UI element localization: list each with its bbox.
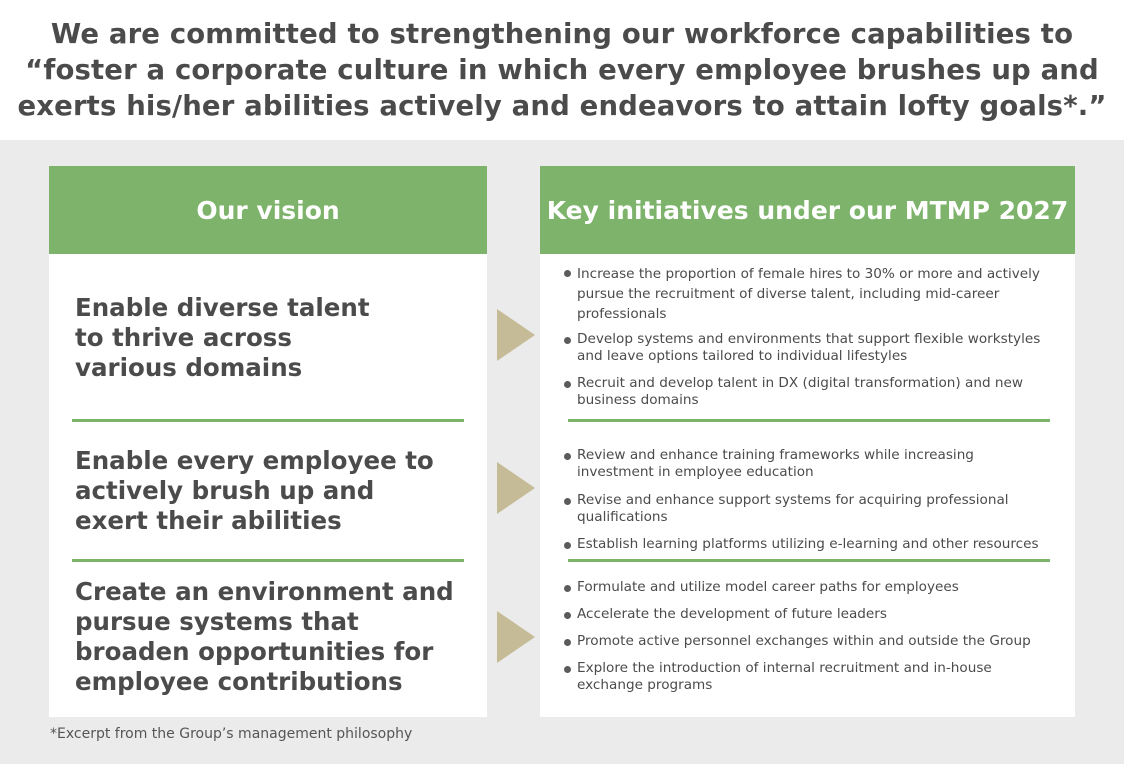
initiative-divider (568, 559, 1050, 562)
headline (0, 0, 1124, 140)
bullet-dot-icon (564, 498, 571, 505)
vision-line: exert their abilities (75, 506, 342, 535)
initiative-divider (568, 419, 1050, 422)
list-item (563, 606, 1053, 623)
vision-divider (72, 419, 464, 422)
bullet-dot-icon (564, 270, 571, 277)
initiative-text: Recruit and develop talent in DX (digital transformation) and new business domains (577, 375, 1024, 408)
bullet-dot-icon (564, 612, 571, 619)
initiative-group-2 (563, 447, 1053, 553)
initiative-text: Develop systems and environments that support flexible workstyles and leave options tailored to individual lifestyles (577, 331, 1041, 364)
vision-item-3 (75, 577, 454, 697)
initiative-text: Increase the proportion of female hires to 30% or more and actively pursue the recruitment of diverse talent, including mid-career professionals (577, 266, 1040, 322)
vision-line: various domains (75, 353, 303, 382)
vision-line: Enable every employee to (75, 446, 434, 475)
list-item (563, 331, 1053, 365)
initiative-text: Review and enhance training frameworks while increasing investment in employee education (577, 447, 974, 480)
list-item (563, 447, 1053, 481)
vision-panel (49, 166, 487, 717)
headline-line-1: We are committed to strengthening our workforce capabilities to (50, 18, 1074, 50)
list-item (563, 375, 1053, 409)
initiative-text: Accelerate the development of future leaders (577, 606, 887, 622)
bullet-dot-icon (564, 585, 571, 592)
list-item (563, 492, 1053, 526)
vision-item-2 (75, 446, 434, 536)
headline-text (17, 16, 1106, 124)
vision-line: actively brush up and (75, 476, 375, 505)
bullet-dot-icon (564, 639, 571, 646)
initiatives-panel (540, 166, 1075, 717)
initiative-group-3 (563, 579, 1053, 694)
bullet-dot-icon (564, 453, 571, 460)
bullet-dot-icon (564, 542, 571, 549)
triangle-right-icon (497, 309, 535, 361)
vision-line: pursue systems that (75, 607, 359, 636)
list-item (563, 633, 1053, 650)
list-item (563, 536, 1053, 553)
vision-header: Our vision (49, 166, 487, 254)
vision-divider (72, 559, 464, 562)
initiative-text: Promote active personnel exchanges within and outside the Group (577, 633, 1031, 649)
initiative-text: Explore the introduction of internal recruitment and in-house exchange programs (577, 660, 992, 693)
initiatives-header: Key initiatives under our MTMP 2027 (540, 166, 1075, 254)
list-item (563, 660, 1053, 694)
vision-line: to thrive across (75, 323, 292, 352)
vision-line: Create an environment and (75, 577, 454, 606)
triangle-right-icon (497, 611, 535, 663)
initiative-text: Revise and enhance support systems for acquiring professional qualifications (577, 492, 1009, 525)
vision-item-1 (75, 293, 370, 383)
initiative-group-1 (563, 264, 1053, 409)
bullet-dot-icon (564, 381, 571, 388)
list-item (563, 579, 1053, 596)
initiative-text: Establish learning platforms utilizing e-learning and other resources (577, 536, 1039, 552)
initiative-text: Formulate and utilize model career paths for employees (577, 579, 959, 595)
vision-line: broaden opportunities for (75, 637, 434, 666)
vision-line: Enable diverse talent (75, 293, 370, 322)
triangle-right-icon (497, 462, 535, 514)
headline-line-3: exerts his/her abilities actively and endeavors to attain lofty goals*.” (17, 90, 1107, 122)
headline-line-2: “foster a corporate culture in which every employee brushes up and (25, 54, 1099, 86)
vision-line: employee contributions (75, 667, 403, 696)
footnote: *Excerpt from the Group’s management philosophy (50, 726, 413, 742)
bullet-dot-icon (564, 337, 571, 344)
list-item (563, 264, 1053, 324)
bullet-dot-icon (564, 666, 571, 673)
